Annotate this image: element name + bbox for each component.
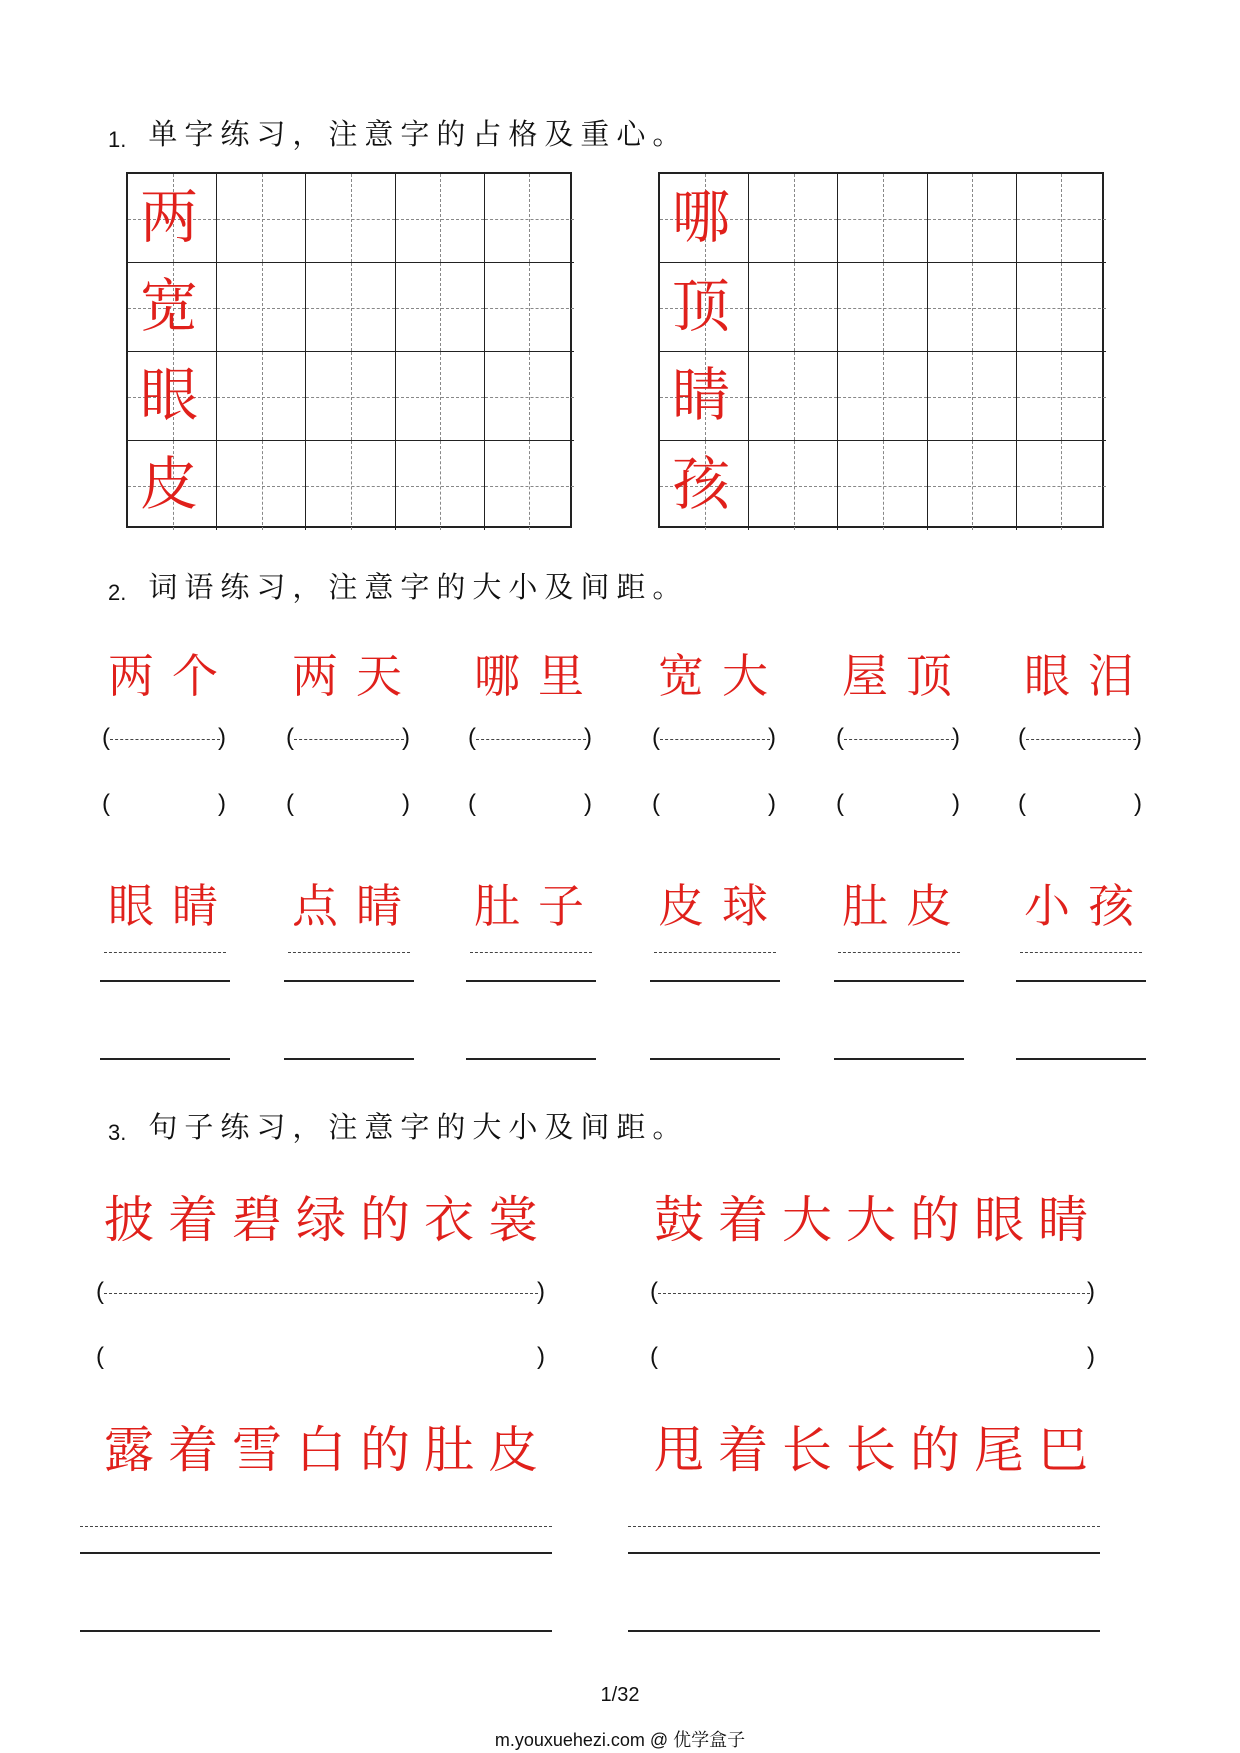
word-model: 肚皮 — [842, 879, 970, 933]
paren-open: ( — [96, 1278, 104, 1305]
grid-guide-horizontal — [217, 397, 305, 398]
paren-close: ) — [1134, 790, 1142, 817]
section-1-title: 单字练习，注意字的占格及重心。 — [148, 117, 689, 151]
word-model: 屋顶 — [842, 649, 970, 703]
grid-cell — [1017, 263, 1106, 352]
grid-guide-horizontal — [306, 219, 394, 220]
word-model: 宽大 — [658, 649, 786, 703]
grid-cell — [128, 263, 217, 352]
paren-close: ) — [218, 790, 226, 817]
dashed-writing-line — [654, 952, 776, 953]
grid-guide-horizontal — [1017, 397, 1106, 398]
paren-close: ) — [768, 724, 776, 751]
paren-close: ) — [768, 790, 776, 817]
grid-guide-horizontal — [749, 397, 837, 398]
solid-writing-line — [834, 1058, 964, 1060]
paren-close: ) — [1087, 1278, 1095, 1305]
character-grid-left — [126, 172, 572, 528]
grid-guide-horizontal — [485, 397, 574, 398]
grid-guide-horizontal — [485, 308, 574, 309]
section-3-number: 3. — [108, 1120, 127, 1145]
model-character: 睛 — [672, 361, 731, 429]
solid-writing-line — [650, 1058, 780, 1060]
solid-writing-line — [628, 1552, 1100, 1554]
grid-cell — [485, 441, 574, 530]
grid-cell — [1017, 441, 1106, 530]
grid-cell — [749, 263, 838, 352]
grid-guide-horizontal — [1017, 219, 1106, 220]
dashed-writing-line — [288, 952, 410, 953]
grid-cell — [928, 263, 1017, 352]
grid-guide-horizontal — [396, 486, 484, 487]
solid-writing-line — [628, 1630, 1100, 1632]
grid-guide-horizontal — [928, 219, 1016, 220]
grid-cell — [749, 174, 838, 263]
sentence-3: 露着雪白的肚皮 — [104, 1421, 552, 1479]
solid-writing-line — [100, 980, 230, 982]
solid-writing-line — [1016, 1058, 1146, 1060]
grid-guide-horizontal — [1017, 308, 1106, 309]
paren-open: ( — [1018, 724, 1026, 751]
grid-cell — [838, 263, 927, 352]
dashed-writing-line — [1020, 952, 1142, 953]
grid-cell — [928, 441, 1017, 530]
dashed-writing-line — [838, 952, 960, 953]
grid-cell — [1017, 352, 1106, 441]
dashed-writing-line — [294, 739, 404, 740]
paren-close: ) — [1134, 724, 1142, 751]
grid-guide-horizontal — [838, 486, 926, 487]
dashed-writing-line — [80, 1526, 552, 1527]
grid-guide-horizontal — [485, 486, 574, 487]
paren-close: ) — [952, 724, 960, 751]
dashed-writing-line — [110, 739, 220, 740]
grid-cell — [660, 263, 749, 352]
word-model: 眼睛 — [108, 879, 236, 933]
word-model: 皮球 — [658, 879, 786, 933]
grid-cell — [217, 174, 306, 263]
grid-guide-horizontal — [928, 308, 1016, 309]
grid-cell — [217, 441, 306, 530]
model-character: 宽 — [140, 272, 199, 340]
dashed-writing-line — [470, 952, 592, 953]
solid-writing-line — [100, 1058, 230, 1060]
dashed-writing-line — [104, 952, 226, 953]
sentence-4: 甩着长长的尾巴 — [654, 1421, 1102, 1479]
grid-guide-horizontal — [838, 219, 926, 220]
paren-open: ( — [652, 724, 660, 751]
grid-cell — [217, 352, 306, 441]
paren-open: ( — [836, 724, 844, 751]
paren-close: ) — [1087, 1343, 1095, 1370]
model-character: 哪 — [672, 183, 731, 251]
grid-cell — [128, 174, 217, 263]
paren-close: ) — [584, 724, 592, 751]
paren-close: ) — [584, 790, 592, 817]
section-2-title: 词语练习，注意字的大小及间距。 — [148, 570, 689, 604]
word-model: 哪里 — [474, 649, 602, 703]
section-2-number: 2. — [108, 580, 127, 605]
paren-open: ( — [468, 724, 476, 751]
word-model: 肚子 — [474, 879, 602, 933]
section-3-heading — [108, 1105, 688, 1146]
section-1-heading — [108, 112, 688, 153]
solid-writing-line — [466, 1058, 596, 1060]
grid-cell — [396, 352, 485, 441]
grid-guide-horizontal — [485, 219, 574, 220]
model-character: 两 — [140, 183, 199, 251]
grid-cell — [485, 352, 574, 441]
grid-cell — [306, 174, 395, 263]
dashed-writing-line — [1026, 739, 1136, 740]
grid-guide-horizontal — [749, 219, 837, 220]
page-number: 1/32 — [600, 1684, 640, 1706]
dashed-writing-line — [844, 739, 954, 740]
paren-close: ) — [537, 1278, 545, 1305]
grid-cell — [660, 174, 749, 263]
grid-cell — [128, 441, 217, 530]
grid-cell — [838, 441, 927, 530]
grid-cell — [306, 263, 395, 352]
grid-guide-horizontal — [1017, 486, 1106, 487]
word-model: 眼泪 — [1024, 649, 1152, 703]
dashed-writing-line — [658, 1293, 1090, 1294]
grid-cell — [217, 263, 306, 352]
grid-cell — [306, 352, 395, 441]
paren-open: ( — [1018, 790, 1026, 817]
solid-writing-line — [834, 980, 964, 982]
grid-cell — [749, 441, 838, 530]
grid-guide-horizontal — [928, 486, 1016, 487]
grid-guide-horizontal — [749, 308, 837, 309]
paren-close: ) — [402, 790, 410, 817]
paren-close: ) — [218, 724, 226, 751]
sentence-1: 披着碧绿的衣裳 — [104, 1191, 552, 1249]
paren-open: ( — [650, 1343, 658, 1370]
solid-writing-line — [80, 1630, 552, 1632]
word-model: 两天 — [292, 649, 420, 703]
grid-cell — [838, 174, 927, 263]
sentence-2: 鼓着大大的眼睛 — [654, 1191, 1102, 1249]
grid-guide-horizontal — [838, 397, 926, 398]
grid-cell — [928, 352, 1017, 441]
grid-guide-horizontal — [396, 397, 484, 398]
section-1-number: 1. — [108, 127, 127, 152]
grid-cell — [1017, 174, 1106, 263]
grid-guide-horizontal — [396, 308, 484, 309]
grid-guide-horizontal — [217, 308, 305, 309]
grid-cell — [838, 352, 927, 441]
grid-cell — [749, 352, 838, 441]
dashed-writing-line — [660, 739, 770, 740]
paren-close: ) — [537, 1343, 545, 1370]
word-model: 小孩 — [1024, 879, 1152, 933]
grid-guide-horizontal — [306, 308, 394, 309]
solid-writing-line — [284, 1058, 414, 1060]
grid-cell — [485, 174, 574, 263]
grid-cell — [396, 441, 485, 530]
grid-cell — [128, 352, 217, 441]
grid-guide-horizontal — [306, 397, 394, 398]
paren-open: ( — [102, 724, 110, 751]
paren-open: ( — [836, 790, 844, 817]
grid-guide-horizontal — [928, 397, 1016, 398]
grid-guide-horizontal — [396, 219, 484, 220]
grid-cell — [306, 441, 395, 530]
paren-open: ( — [650, 1278, 658, 1305]
grid-guide-horizontal — [306, 486, 394, 487]
word-model: 两个 — [108, 649, 236, 703]
solid-writing-line — [80, 1552, 552, 1554]
grid-cell — [485, 263, 574, 352]
dashed-writing-line — [104, 1293, 538, 1294]
model-character: 孩 — [672, 450, 731, 518]
solid-writing-line — [650, 980, 780, 982]
solid-writing-line — [466, 980, 596, 982]
grid-cell — [660, 352, 749, 441]
model-character: 眼 — [140, 361, 199, 429]
section-3-title: 句子练习，注意字的大小及间距。 — [148, 1110, 689, 1144]
grid-cell — [928, 174, 1017, 263]
solid-writing-line — [284, 980, 414, 982]
paren-open: ( — [652, 790, 660, 817]
paren-open: ( — [96, 1343, 104, 1370]
paren-open: ( — [468, 790, 476, 817]
dashed-writing-line — [476, 739, 586, 740]
grid-guide-horizontal — [217, 486, 305, 487]
grid-cell — [660, 441, 749, 530]
grid-guide-horizontal — [838, 308, 926, 309]
grid-cell — [396, 263, 485, 352]
solid-writing-line — [1016, 980, 1146, 982]
grid-cell — [396, 174, 485, 263]
grid-guide-horizontal — [217, 219, 305, 220]
model-character: 皮 — [140, 450, 199, 518]
section-2-heading — [108, 565, 688, 606]
word-model: 点睛 — [292, 879, 420, 933]
paren-close: ) — [402, 724, 410, 751]
site-credit: m.youxuehezi.com @ 优学盒子 — [494, 1730, 746, 1750]
dashed-writing-line — [628, 1526, 1100, 1527]
grid-guide-horizontal — [749, 486, 837, 487]
model-character: 顶 — [672, 272, 731, 340]
character-grid-right — [658, 172, 1104, 528]
paren-close: ) — [952, 790, 960, 817]
paren-open: ( — [286, 790, 294, 817]
paren-open: ( — [102, 790, 110, 817]
paren-open: ( — [286, 724, 294, 751]
